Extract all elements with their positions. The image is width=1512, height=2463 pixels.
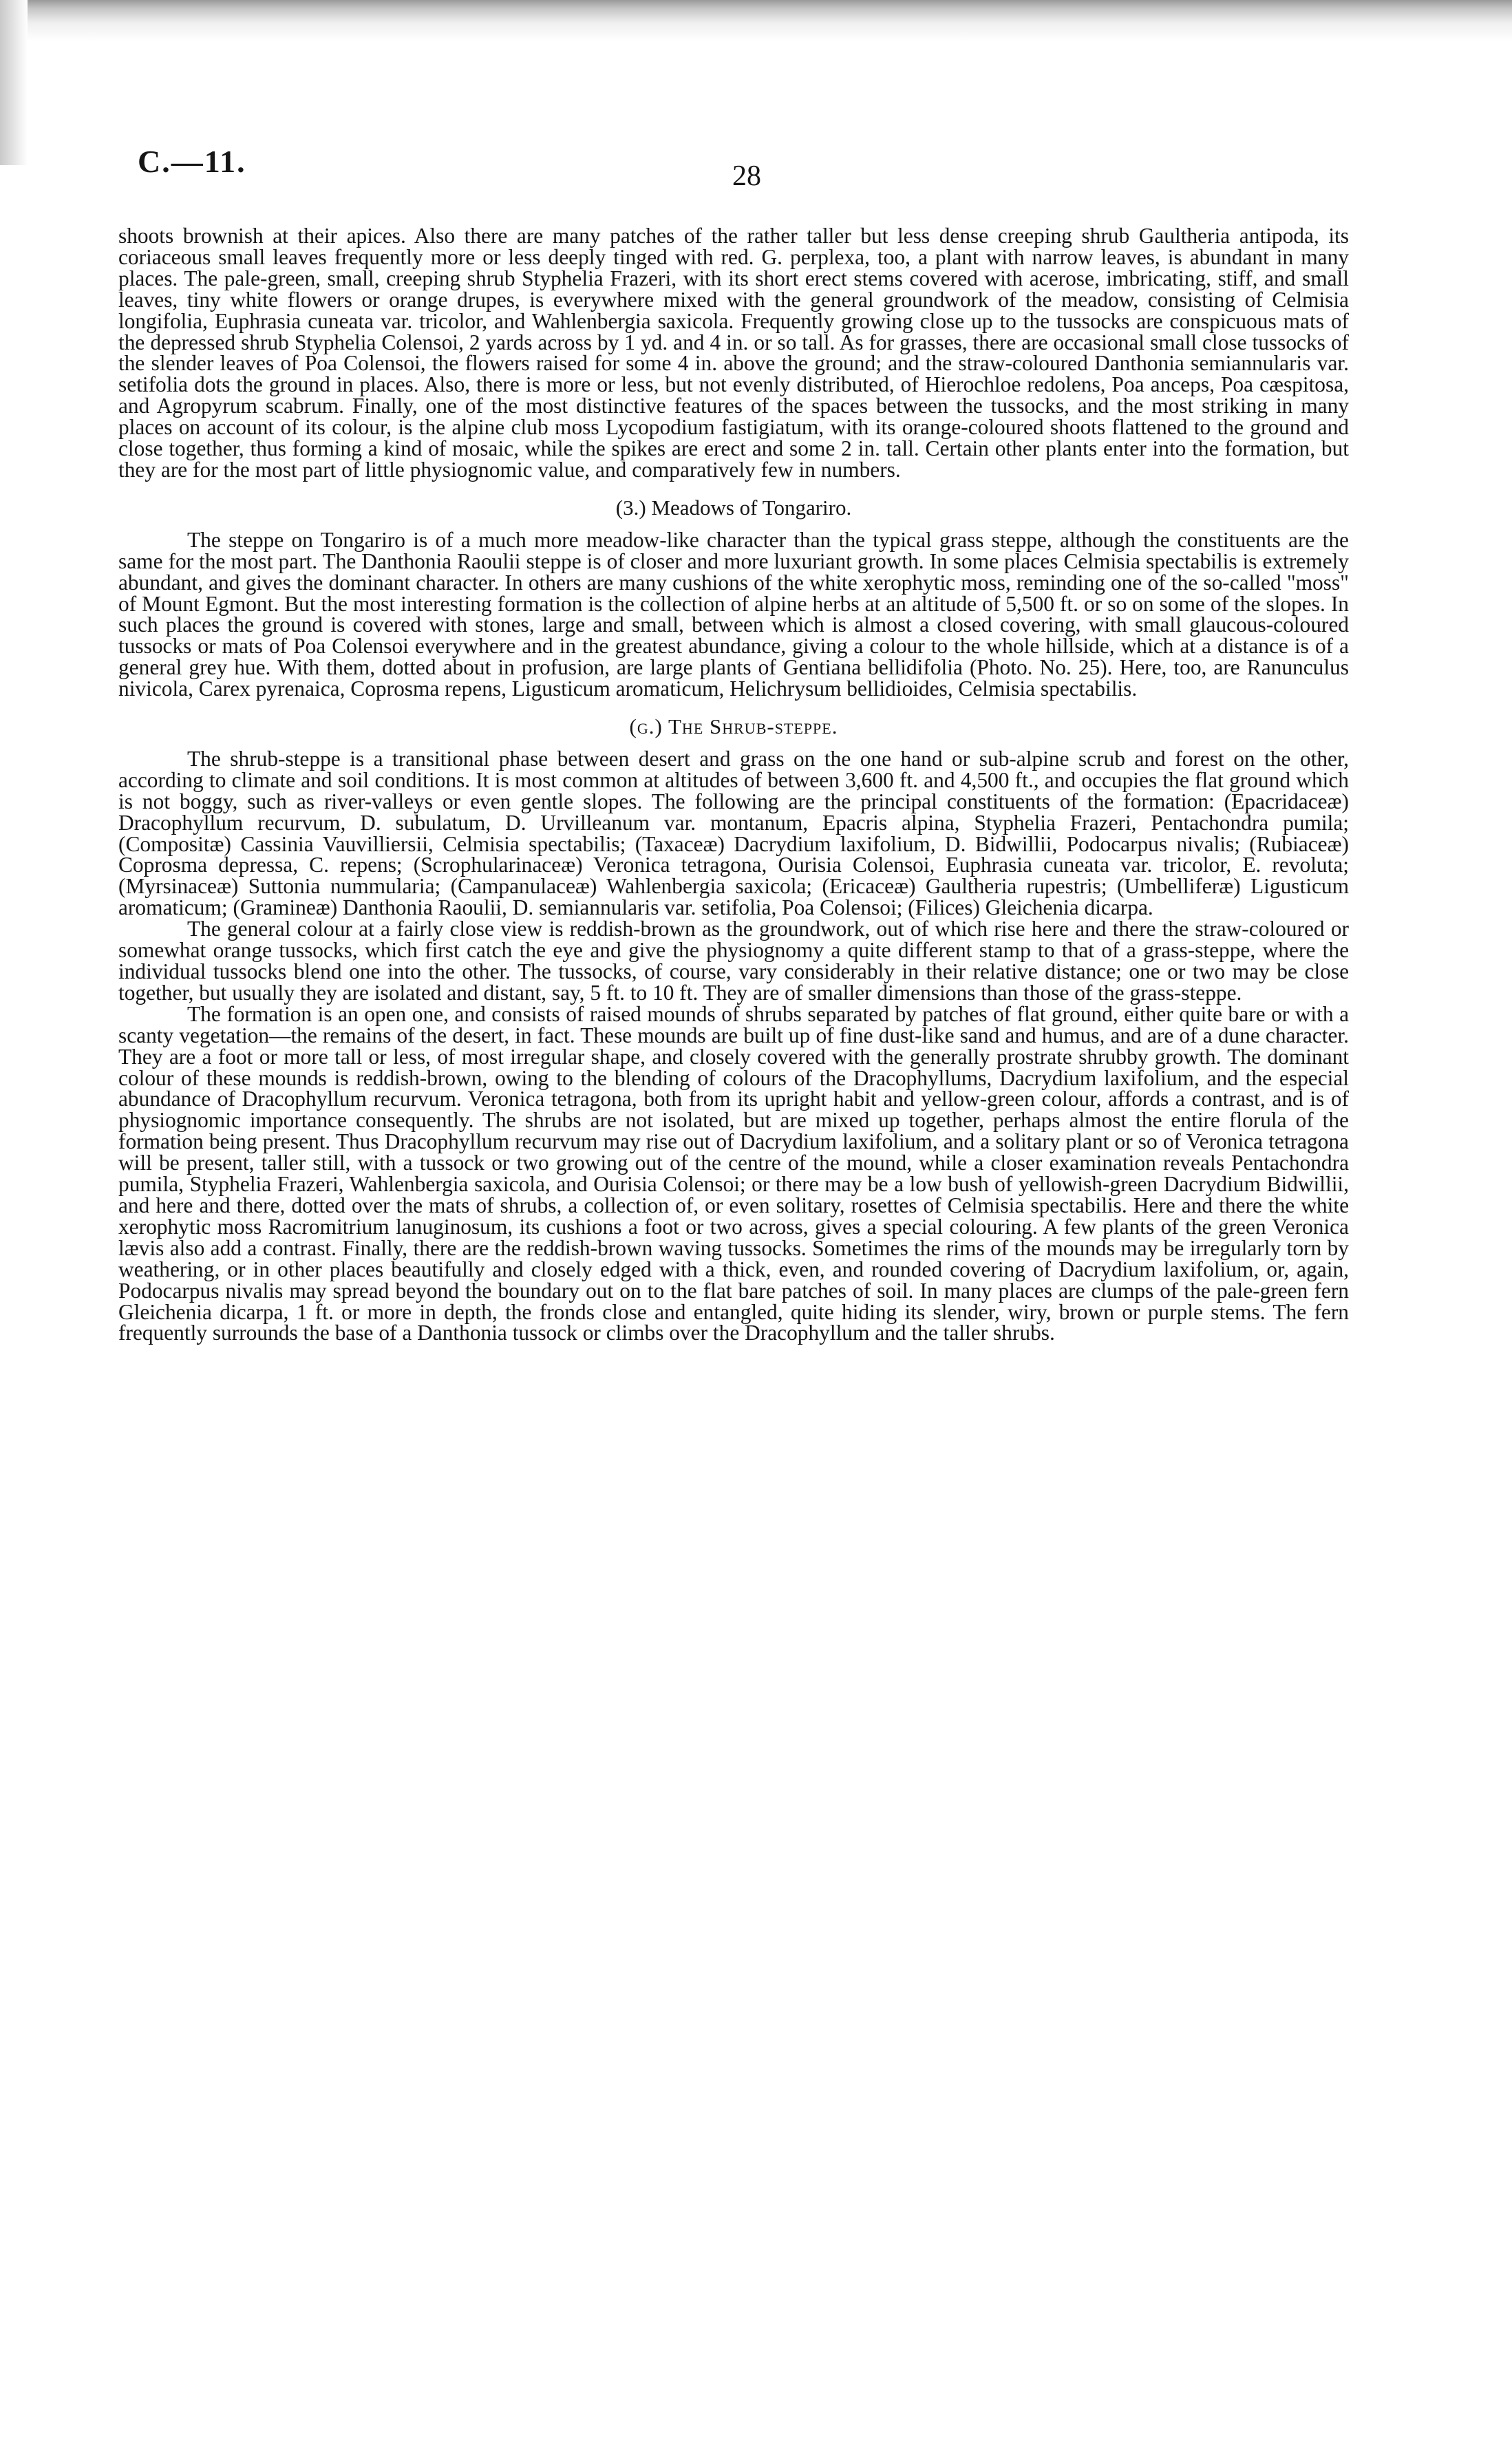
paragraph-4: The general colour at a fairly close view is reddish-brown as the groundwork, out of which rise here and there the straw-coloured or somewhat orange tussocks, which first catch the eye and give the physiognomy a quite different stamp to that of a grass-steppe, where the individual tussocks blend one into the other. The tussocks, of course, vary considerably in their relative distance; one or two may be close together, but usually they are isolated and distant, say, 5 ft. to 10 ft. They are of smaller dimensions than those of the grass-steppe. [118,917,1349,1005]
section-heading-meadows: (3.) Meadows of Tongariro. [615,495,852,520]
page-number: 28 [732,160,761,192]
scan-edge-left [0,0,28,165]
section-heading-shrub-steppe: (g.) The Shrub-steppe. [629,714,838,739]
page-id: C.—11. [138,144,246,179]
paragraph-3: The shrub-steppe is a transitional phase between desert and grass on the one hand or sub-alpine scrub and forest on the other, according to climate and soil conditions. It is most common at altitudes of between 3,600 ft. and 4,500 ft., and occupies the flat ground which is not boggy, such as river-valleys or even gentle slopes. The following are the principal constituents of the formation: (Epacridaceæ) Dracophyllum recurvum, D. subulatum, D. Urvilleanum var. montanum, Epacris alpina, Styphelia Frazeri, Pentachondra pumila; (Compositæ) Cassinia Vauvilliersii, Celmisia spectabilis; (Taxaceæ) Dacrydium laxifolium, D. Bidwillii, Podocarpus nivalis; (Rubiaceæ) Coprosma depressa, C. repens; (Scrophularinaceæ) Veronica tetragona, Ourisia Colensoi, Euphrasia cuneata var. tricolor, E. revoluta; (Myrsinaceæ) Suttonia nummularia; (Campanulaceæ) Wahlenbergia saxicola; (Ericaceæ) Gaultheria rupestris; (Umbelliferæ) Ligusticum aromaticum; (Gramineæ) Danthonia Raoulii, D. semiannularis var. setifolia, Poa Colensoi; (Filices) Gleichenia dicarpa. [118,746,1349,920]
page-body [118,226,1349,1344]
paragraph-2: The steppe on Tongariro is of a much more meadow-like character than the typical grass steppe, although the constituents are the same for the most part. The Danthonia Raoulii steppe is of closer and more luxuriant growth. In some places Celmisia spectabilis is extremely abundant, and gives the dominant character. In others are many cushions of the white xerophytic moss, reminding one of the so-called "moss" of Mount Egmont. But the most interesting formation is the collection of alpine herbs at an altitude of 5,500 ft. or so on some of the slopes. In such places the ground is covered with stones, large and small, between which is almost a closed covering, with small glaucous-coloured tussocks or mats of Poa Colensoi everywhere and in the greatest abundance, giving a colour to the whole hillside, which at a distance is of a general grey hue. With them, dotted about in profusion, are large plants of Gentiana bellidifolia (Photo. No. 25). Here, too, are Ranunculus nivicola, Carex pyrenaica, Coprosma repens, Ligusticum aromaticum, Helichrysum bellidioides, Celmisia spectabilis. [118,527,1349,701]
paragraph-1: shoots brownish at their apices. Also there are many patches of the rather taller but less dense creeping shrub Gaultheria antipoda, its coriaceous small leaves frequently more or less deeply tinged with red. G. perplexa, too, a plant with narrow leaves, is abundant in many places. The pale-green, small, creeping shrub Styphelia Frazeri, with its short erect stems covered with acerose, imbricating, stiff, and small leaves, tiny white flowers or orange drupes, is everywhere mixed with the general groundwork of the meadow, consisting of Celmisia longifolia, Euphrasia cuneata var. tricolor, and Wahlenbergia saxicola. Frequently growing close up to the tussocks are conspicuous mats of the depressed shrub Styphelia Colensoi, 2 yards across by 1 yd. and 4 in. or so tall. As for grasses, there are occasional small close tussocks of the slender leaves of Poa Colensoi, the flowers raised for some 4 in. above the ground; and the straw-coloured Danthonia semiannularis var. setifolia dots the ground in places. Also, there is more or less, but not evenly distributed, of Hierochloe redolens, Poa anceps, Poa cæspitosa, and Agropyrum scabrum. Finally, one of the most distinctive features of the spaces between the tussocks, and the most striking in many places on account of its colour, is the alpine club moss Lycopodium fastigiatum, with its orange-coloured shoots flattened to the ground and close together, thus forming a kind of mosaic, while the spikes are erect and some 2 in. tall. Certain other plants enter into the formation, but they are for the most part of little physiognomic value, and comparatively few in numbers. [118,224,1349,482]
paragraph-5: The formation is an open one, and consists of raised mounds of shrubs separated by patches of flat ground, either quite bare or with a scanty vegetation—the remains of the desert, in fact. These mounds are built up of fine dust-like sand and humus, and are of a dune character. They are a foot or more tall or less, of most irregular shape, and closely covered with the generally prostrate shrubby growth. The dominant colour of these mounds is reddish-brown, owing to the blending of colours of the Dracophyllums, Dacrydium laxifolium, and the especial abundance of Dracophyllum recurvum. Veronica tetragona, both from its upright habit and yellow-green colour, affords a contrast, and is of physiognomic importance consequently. The shrubs are not isolated, but are mixed up together, perhaps almost the entire florula of the formation being present. Thus Dracophyllum recurvum may rise out of Dacrydium laxifolium, and a solitary plant or so of Veronica tetragona will be present, taller still, with a tussock or two growing out of the centre of the mound, while a closer examination reveals Pentachondra pumila, Styphelia Frazeri, Wahlenbergia saxicola, and Ourisia Colensoi; or there may be a low bush of yellowish-green Dacrydium Bidwillii, and here and there, dotted over the mats of shrubs, a collection of, or even solitary, rosettes of Celmisia spectabilis. Here and there the white xerophytic moss Racromitrium lanuginosum, its cushions a foot or two across, gives a special colouring. A few plants of the green Veronica lævis also add a contrast. Finally, there are the reddish-brown waving tussocks. Sometimes the rims of the mounds may be irregularly torn by weathering, or in other places beautifully and closely edged with a thick, even, and rounded covering of Dacrydium laxifolium, or, again, Podocarpus nivalis may spread beyond the boundary out on to the flat bare patches of soil. In many places are clumps of the pale-green fern Gleichenia dicarpa, 1 ft. or more in depth, the fronds close and entangled, quite hiding its slender, wiry, brown or purple stems. The fern frequently surrounds the base of a Danthonia tussock or climbs over the Dracophyllum and the taller shrubs. [118,1001,1349,1345]
scan-edge-top [0,0,1512,41]
